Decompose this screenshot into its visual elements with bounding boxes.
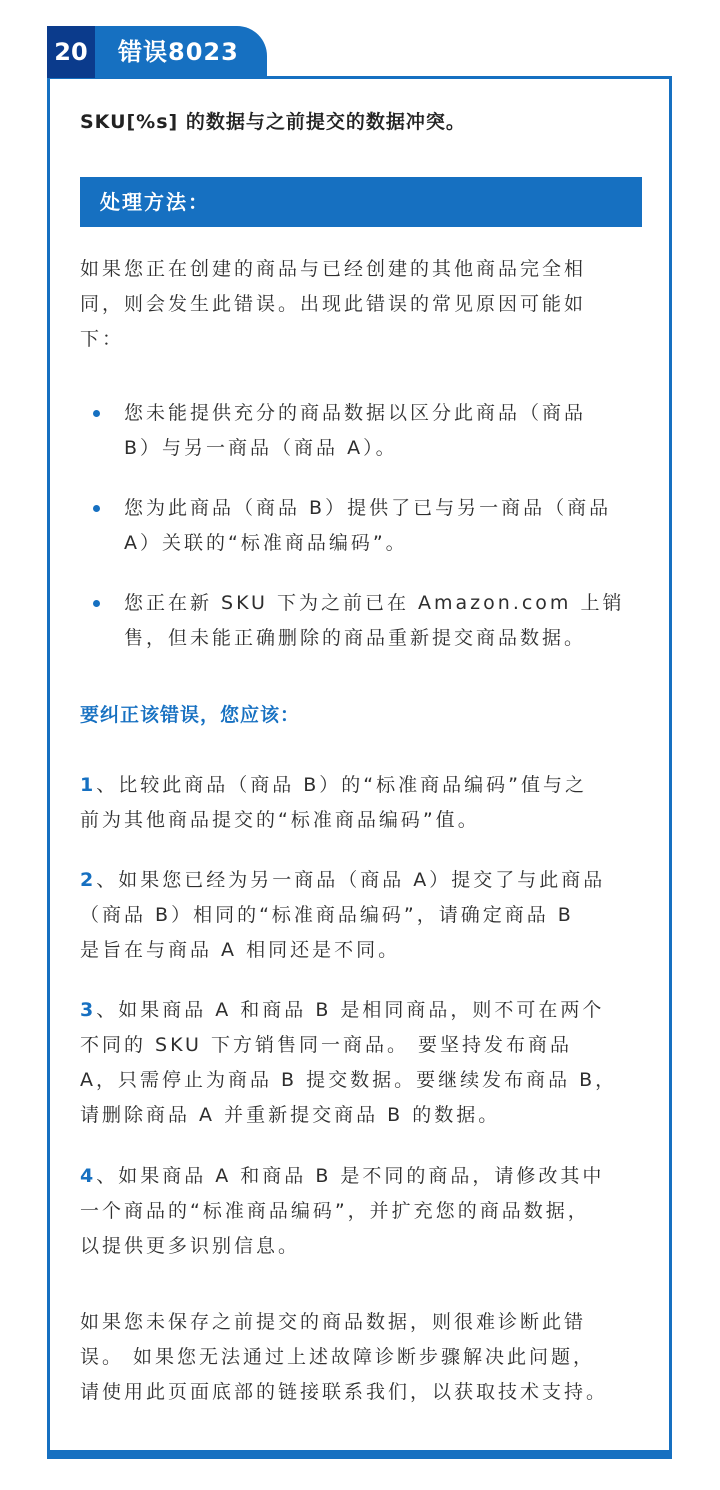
step-item: 2、如果您已经为另一商品（商品 A）提交了与此商品 （商品 B）相同的“标准商品编码”，请确定商品 B 是旨在与商品 A 相同还是不同。 [80, 869, 606, 961]
bullet-icon [93, 410, 100, 417]
lead-text: SKU[%s] 的数据与之前提交的数据冲突。 [80, 111, 466, 133]
bullet-item: 您正在新 SKU 下为之前已在 Amazon.com 上销 售，但未能正确删除的商品重新提交商品数据。 [124, 592, 625, 649]
error-number: 20 [47, 26, 95, 78]
bullet-item: 您未能提供充分的商品数据以区分此商品（商品 B）与另一商品（商品 A）。 [124, 402, 587, 459]
error-title: 错误8023 [118, 38, 239, 66]
fix-heading: 要纠正该错误，您应该： [80, 704, 301, 726]
intro-paragraph: 如果您正在创建的商品与已经创建的其他商品完全相 同，则会发生此错误。出现此错误的常见原因可能如 下： [80, 258, 587, 350]
bullet-icon [93, 600, 100, 607]
bullet-icon [93, 505, 100, 512]
step-item: 1、比较此商品（商品 B）的“标准商品编码”值与之 前为其他商品提交的“标准商品编码”值。 [80, 774, 587, 831]
step-item: 3、如果商品 A 和商品 B 是相同商品，则不可在两个 不同的 SKU 下方销售同一商品。 要坚持发布商品 A，只需停止为商品 B 提交数据。要继续发布商品 B， 请删除商品 A 并重新提交商品 B 的数据。 [80, 999, 618, 1126]
step-item: 4、如果商品 A 和商品 B 是不同的商品，请修改其中 一个商品的“标准商品编码”，并扩充您的商品数据， 以提供更多识别信息。 [80, 1165, 605, 1257]
closing-paragraph: 如果您未保存之前提交的商品数据，则很难诊断此错 误。 如果您无法通过上述故障诊断步骤解决此问题， 请使用此页面底部的链接联系我们，以获取技术支持。 [80, 1311, 609, 1403]
section-title: 处理方法： [80, 177, 642, 227]
bullet-item: 您为此商品（商品 B）提供了已与另一商品（商品 A）关联的“标准商品编码”。 [124, 497, 612, 554]
